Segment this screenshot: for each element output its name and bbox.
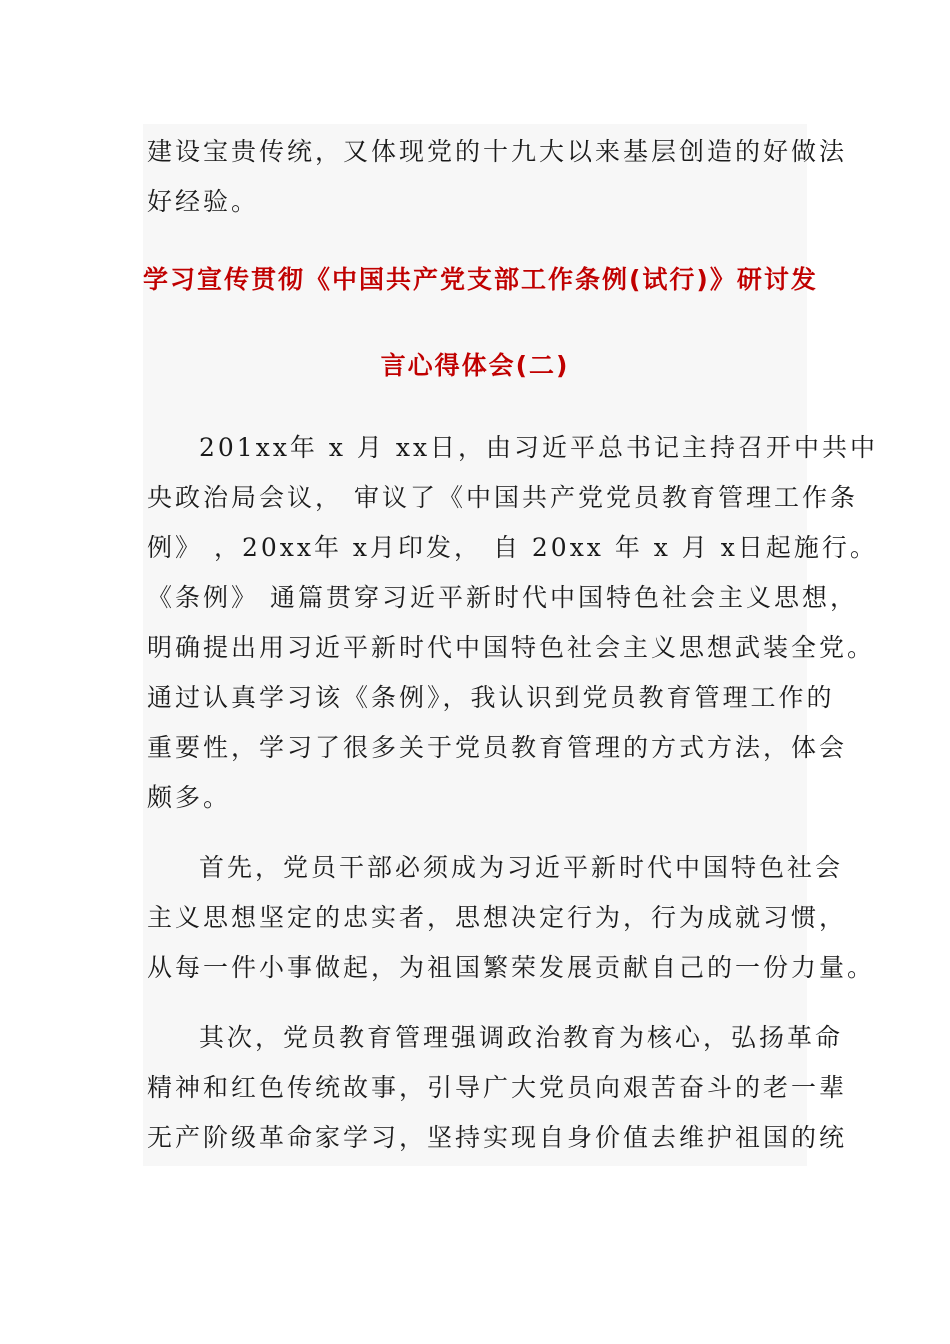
paragraph-line: 通过认真学习该《条例》，我认识到党员教育管理工作的: [147, 683, 835, 712]
intro-line: 建设宝贵传统，又体现党的十九大以来基层创造的好做法: [147, 137, 848, 166]
paragraph-line: 明确提出用习近平新时代中国特色社会主义思想武装全党。: [147, 633, 876, 662]
paragraph-line: 其次，党员教育管理强调政治教育为核心，弘扬革命: [199, 1023, 844, 1052]
body-paragraph-3: [143, 1013, 848, 1163]
document-body: [143, 124, 879, 1166]
body-paragraph-1: [143, 423, 879, 823]
paragraph-line: 无产阶级革命家学习，坚持实现自身价值去维护祖国的统: [147, 1123, 848, 1152]
article-title-line-2: 言心得体会(二): [380, 351, 570, 380]
paragraph-line: 从每一件小事做起，为祖国繁荣发展贡献自己的一份力量。: [147, 953, 876, 982]
paragraph-line: 央政治局会议， 审议了《中国共产党党员教育管理工作条: [147, 483, 858, 512]
paragraph-line: 首先，党员干部必须成为习近平新时代中国特色社会: [199, 853, 844, 882]
intro-paragraph: [143, 127, 848, 227]
paragraph-line: 主义思想坚定的忠实者，思想决定行为，行为成就习惯，: [147, 903, 848, 932]
paragraph-line: 例》 ，20xx年 x月印发， 自 20xx 年 x 月 x日起施行。: [147, 533, 878, 562]
intro-line: 好经验。: [147, 187, 260, 216]
paragraph-line: 重要性，学习了很多关于党员教育管理的方式方法，体会: [147, 733, 848, 762]
article-title-line-1: 学习宣传贯彻《中国共产党支部工作条例(试行)》研讨发: [143, 265, 818, 294]
paragraph-line: 201xx年 x 月 xx日，由习近平总书记主持召开中共中: [199, 433, 879, 462]
body-paragraph-2: [143, 843, 876, 993]
paragraph-line: 精神和红色传统故事，引导广大党员向艰苦奋斗的老一辈: [147, 1073, 848, 1102]
paragraph-line: 《条例》 通篇贯穿习近平新时代中国特色社会主义思想，: [147, 583, 858, 612]
paragraph-line: 颇多。: [147, 783, 232, 812]
